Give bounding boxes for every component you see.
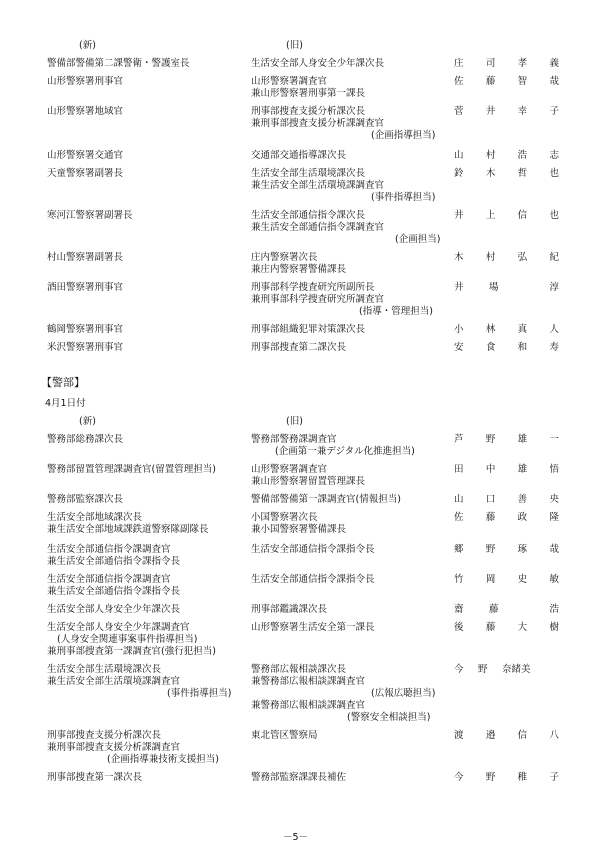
new-post: 生活安全部人身安全少年課次長 bbox=[47, 604, 181, 615]
effective-date: 4月1日付 bbox=[45, 398, 86, 409]
person-name: 芦 野 雄 一 bbox=[454, 434, 559, 445]
person-name: 鈴 木 哲 也 bbox=[454, 168, 559, 179]
new-post: 鶴岡警察署刑事官 bbox=[47, 324, 124, 335]
person-name: 安 食 和 寿 bbox=[454, 342, 559, 353]
page-number: －5－ bbox=[283, 832, 309, 843]
old-post-line2: 兼庄内警察署警備課長 bbox=[251, 264, 347, 275]
new-post: 生活安全部通信指令課調査官 bbox=[47, 574, 171, 585]
person-name: 庄 司 孝 義 bbox=[454, 58, 559, 69]
old-post-note2: (警察安全相談担当) bbox=[347, 712, 431, 723]
new-post-line2: 兼生活安全部地域課鉄道警察隊副隊長 bbox=[47, 524, 209, 535]
new-post: 生活安全部通信指令課調査官 bbox=[47, 544, 171, 555]
new-post: 警備部警備第二課警衛・警護室長 bbox=[47, 58, 190, 69]
person-name: 齋 藤 浩 bbox=[454, 604, 559, 615]
new-post: 生活安全部地域課次長 bbox=[47, 512, 143, 523]
old-post: 交通部交通指導課次長 bbox=[251, 150, 347, 161]
old-post: 生活安全部人身安全少年課次長 bbox=[251, 58, 385, 69]
new-post: 村山警察署副署長 bbox=[47, 252, 124, 263]
header-old: (旧) bbox=[286, 416, 303, 427]
new-post: 警務部総務課次長 bbox=[47, 434, 124, 445]
person-name: 郷 野 琢 哉 bbox=[454, 544, 559, 555]
old-post: 生活安全部通信指令課次長 bbox=[251, 210, 366, 221]
old-post: 警務部広報相談課次長 bbox=[251, 664, 347, 675]
new-post-line2: 兼生活安全部通信指令課指令長 bbox=[47, 556, 181, 567]
new-post: 警務部監察課次長 bbox=[47, 494, 124, 505]
old-post: 刑事部科学捜査研究所副所長 bbox=[251, 282, 375, 293]
person-name: 木 村 弘 紀 bbox=[454, 252, 559, 263]
old-post-line2: 兼刑事部科学捜査研究所調査官 bbox=[251, 294, 385, 305]
new-post-line2: 兼生活安全部生活環境課調査官 bbox=[47, 676, 181, 687]
old-post: 生活安全部通信指令課指令長 bbox=[251, 574, 375, 585]
person-name: 渡 邉 信 八 bbox=[454, 730, 559, 741]
new-post-line3: 兼刑事部捜査第一課調査官(強行犯担当) bbox=[47, 646, 216, 657]
old-post-line3: 兼警務部広報相談課調査官 bbox=[251, 700, 366, 711]
new-post-line2: 兼生活安全部通信指令課指令長 bbox=[47, 586, 181, 597]
old-post: 生活安全部通信指令課指令長 bbox=[251, 544, 375, 555]
old-post: 生活安全部生活環境課次長 bbox=[251, 168, 366, 179]
person-name: 後 藤 大 樹 bbox=[454, 622, 559, 633]
old-post-line2: 兼山形警察署刑事第一課長 bbox=[251, 88, 366, 99]
new-post: 山形警察署交通官 bbox=[47, 150, 124, 161]
new-post: 寒河江警察署副署長 bbox=[47, 210, 133, 221]
new-post: 米沢警察署刑事官 bbox=[47, 342, 124, 353]
old-post: 山形警察署生活安全第一課長 bbox=[251, 622, 375, 633]
new-post: 警務部留置管理課調査官(留置管理担当) bbox=[47, 464, 216, 475]
old-post-line2: 兼小国警察署警備課長 bbox=[251, 524, 347, 535]
new-post-note: (事件指導担当) bbox=[167, 688, 232, 699]
header-new: (新) bbox=[79, 416, 96, 427]
old-post: 警務部監察課課長補佐 bbox=[251, 772, 347, 783]
new-post-line3: (企画指導兼技術支援担当) bbox=[107, 754, 219, 765]
old-post-line2: 兼生活安全部生活環境課調査官 bbox=[251, 180, 385, 191]
old-post: 小国警察署次長 bbox=[251, 512, 318, 523]
new-post: 生活安全部人身安全少年課調査官 bbox=[47, 622, 190, 633]
old-post-note: (企画担当) bbox=[395, 234, 441, 245]
new-post: 天童警察署副署長 bbox=[47, 168, 124, 179]
old-post: 警備部警備第一課調査官(情報担当) bbox=[251, 494, 401, 505]
new-post: 刑事部捜査支援分析課次長 bbox=[47, 730, 162, 741]
new-post-line2: 兼刑事部捜査支援分析課調査官 bbox=[47, 742, 181, 753]
new-post: 生活安全部生活環境課次長 bbox=[47, 664, 162, 675]
person-surname-1: 今 bbox=[454, 664, 464, 675]
new-post: 酒田警察署刑事官 bbox=[47, 282, 124, 293]
person-name: 小 林 真 人 bbox=[454, 324, 559, 335]
person-name: 田 中 雄 悟 bbox=[454, 464, 559, 475]
old-post: 東北管区警察局 bbox=[251, 730, 318, 741]
person-name: 佐 藤 智 哉 bbox=[454, 76, 559, 87]
old-post-note: (指導・管理担当) bbox=[359, 306, 433, 317]
old-post-note: (広報広聴担当) bbox=[371, 688, 436, 699]
person-surname-2: 野 bbox=[478, 664, 488, 675]
old-post: 警務部警務課調査官 bbox=[251, 434, 337, 445]
old-post-line2: 兼山形警察署留置管理課長 bbox=[251, 476, 366, 487]
old-post: 刑事部捜査支援分析課次長 bbox=[251, 106, 366, 117]
person-name: 井 場 淳 bbox=[454, 282, 559, 293]
person-name: 菅 井 幸 子 bbox=[454, 106, 559, 117]
old-post-line2: 兼警務部広報相談課調査官 bbox=[251, 676, 366, 687]
old-post-line2: 兼生活安全部通信指令課調査官 bbox=[251, 222, 385, 233]
person-name: 山 口 善 央 bbox=[454, 494, 559, 505]
old-post: 山形警察署調査官 bbox=[251, 464, 328, 475]
person-given-name: 奈緒美 bbox=[502, 664, 531, 675]
person-name: 井 上 信 也 bbox=[454, 210, 559, 221]
new-post: 山形警察署刑事官 bbox=[47, 76, 124, 87]
old-post: 刑事部捜査第二課次長 bbox=[251, 342, 347, 353]
old-post: 庄内警察署次長 bbox=[251, 252, 318, 263]
new-post: 刑事部捜査第一課次長 bbox=[47, 772, 143, 783]
old-post-note: (事件指導担当) bbox=[371, 192, 436, 203]
header-new: (新) bbox=[79, 40, 96, 51]
section-title: 【警部】 bbox=[41, 376, 85, 389]
old-post: 刑事部鑑識課次長 bbox=[251, 604, 328, 615]
new-post-line2: (人身安全関連事案事件指導担当) bbox=[57, 634, 198, 645]
old-post: 刑事部組織犯罪対策課次長 bbox=[251, 324, 366, 335]
person-name: 山 村 浩 志 bbox=[454, 150, 559, 161]
person-name: 竹 岡 史 敏 bbox=[454, 574, 559, 585]
old-post-note: (企画第一兼デジタル化推進担当) bbox=[275, 446, 415, 457]
person-name: 今 野 稚 子 bbox=[454, 772, 559, 783]
old-post: 山形警察署調査官 bbox=[251, 76, 328, 87]
person-name: 佐 藤 政 隆 bbox=[454, 512, 559, 523]
header-old: (旧) bbox=[286, 40, 303, 51]
new-post: 山形警察署地域官 bbox=[47, 106, 124, 117]
old-post-note: (企画指導担当) bbox=[371, 130, 436, 141]
old-post-line2: 兼刑事部捜査支援分析課調査官 bbox=[251, 118, 385, 129]
